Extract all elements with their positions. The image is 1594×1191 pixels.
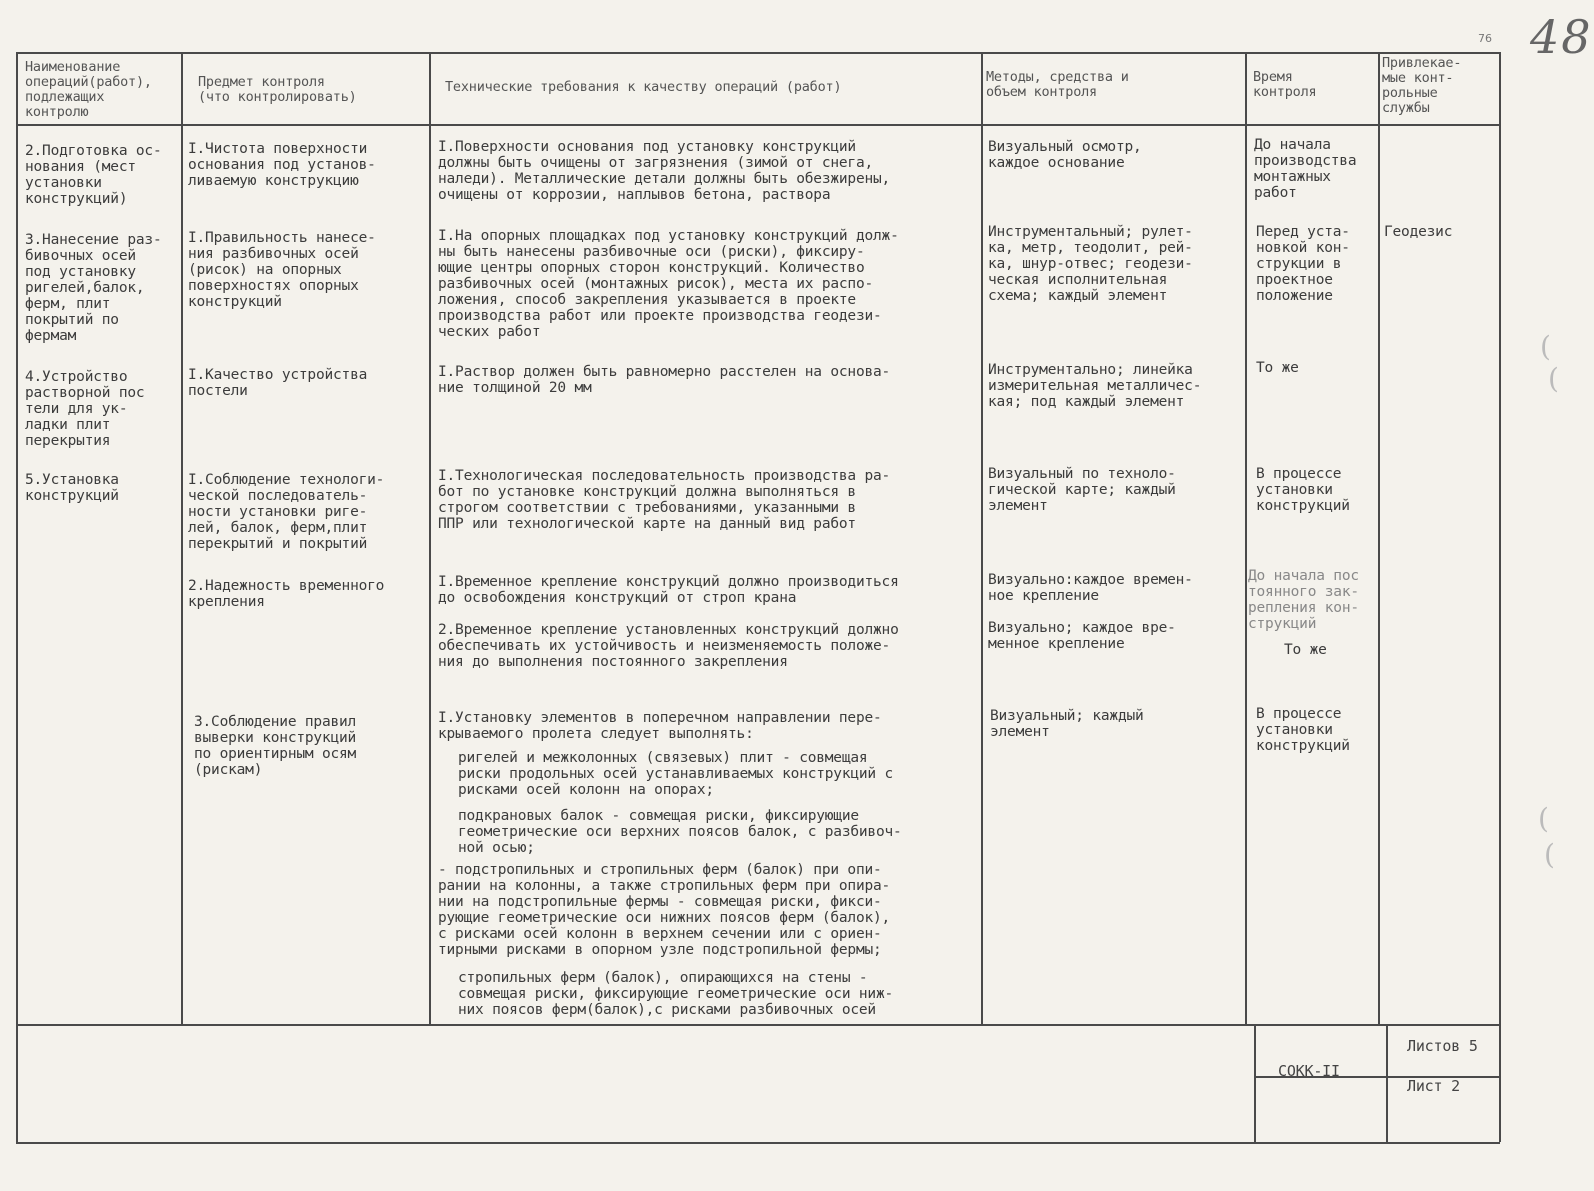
margin-mark: ( xyxy=(1540,330,1551,363)
header-operations: Наименование операций(работ), подлежащих контролю xyxy=(25,59,152,120)
row-subject: 2.Надежность временного крепления xyxy=(188,578,385,610)
page-number: 48 xyxy=(1530,10,1593,64)
row-methods: Визуальный осмотр, каждое основание xyxy=(988,139,1142,171)
stamp-code: СОКК-II xyxy=(1278,1062,1340,1080)
row-time: В процессе установки конструкций xyxy=(1256,466,1350,514)
row-methods: Инструментально; линейка измерительная металличес- кая; под каждый элемент xyxy=(988,362,1202,410)
row-subject: 3.Соблюдение правил выверки конструкций по ориентирным осям (рискам) xyxy=(194,714,357,778)
row-operation: 2.Подготовка ос- нования (мест установки конструкций) xyxy=(25,143,162,207)
row-methods: Визуальный; каждый элемент xyxy=(990,708,1144,740)
small-page-number: 76 xyxy=(1478,32,1492,45)
row-time: В процессе установки конструкций xyxy=(1256,706,1350,754)
margin-mark: ( xyxy=(1538,802,1549,835)
row-subject: I.Качество устройства постели xyxy=(188,367,368,399)
stamp-sheets-total: Листов 5 xyxy=(1407,1037,1478,1055)
row-time: Перед уста- новкой кон- струкции в проектное положение xyxy=(1256,224,1350,304)
header-time: Время контроля xyxy=(1253,69,1317,100)
row-subject: I.Чистота поверхности основания под установ- ливаемую конструкцию xyxy=(188,141,376,189)
row-requirements: I.Технологическая последовательность производства ра- бот по установке конструкций должна выполняться в строгом соответствии с требованиями, указанными в ППР или технологической карте на данный вид работ xyxy=(438,468,891,532)
row-subject: I.Соблюдение технологи- ческой последователь- ности установки риге- лей, балок, ферм,плит перекрытий и покрытий xyxy=(188,472,385,552)
row-requirements: подкрановых балок - совмещая риски, фиксирующие геометрические оси верхних поясов балок, с разбивоч- ной осью; xyxy=(458,808,902,856)
row-requirements: I.Поверхности основания под установку конструкций должны быть очищены от загрязнения (зимой от снега, наледи). Металлические детали должны быть обезжирены, очищены от коррозии, наплывов бетона, раствора xyxy=(438,139,891,203)
stamp-sheet: Лист 2 xyxy=(1407,1077,1460,1095)
row-requirements: - подстропильных и стропильных ферм (балок) при опи- рании на колонны, а также стропильных ферм при опира- нии на подстропильные фермы - совмещая риски, фикси- рующие геометрические оси нижних поясов ферм (балок), с рисками осей колонн в верхнем сечении или с ориен- тирными рисками в опорном узле подстропильной фермы; xyxy=(438,862,891,958)
row-operation: 3.Нанесение раз- бивочных осей под установку ригелей,балок, ферм, плит покрытий по фермам xyxy=(25,232,162,344)
row-requirements: I.Раствор должен быть равномерно расстелен на основа- ние толщиной 20 мм xyxy=(438,364,891,396)
row-requirements: I.На опорных площадках под установку конструкций долж- ны быть нанесены разбивочные оси (риски), фиксиру- ющие центры опорных сторон конструкций. Количество разбивочных осей (монтажных рисок), места их распо- ложения, способ закрепления указывается в проекте производства работ или проекте производства геодези- ческих работ xyxy=(438,228,899,340)
margin-mark: ( xyxy=(1544,838,1555,871)
row-requirements: I.Временное крепление конструкций должно производиться до освобождения конструкций от строп крана xyxy=(438,574,899,606)
row-requirements: ригелей и межколонных (связевых) плит - совмещая риски продольных осей устанавливаемых конструкций с рисками осей колонн на опорах; xyxy=(458,750,894,798)
row-time: До начала пос тоянного зак- репления кон- струкций xyxy=(1248,568,1359,632)
row-methods: Визуально; каждое вре- менное крепление xyxy=(988,620,1176,652)
row-operation: 4.Устройство растворной пос тели для ук- ладки плит перекрытия xyxy=(25,369,145,449)
row-time: То же xyxy=(1256,360,1299,376)
row-requirements: I.Установку элементов в поперечном направлении пере- крываемого пролета следует выполнять: xyxy=(438,710,882,742)
header-services: Привлекае- мые конт- рольные службы xyxy=(1382,55,1462,116)
row-time: До начала производства монтажных работ xyxy=(1254,137,1357,201)
row-requirements: 2.Временное крепление установленных конструкций должно обеспечивать их устойчивость и неизменяемость положе- ния до выполнения постоянного закрепления xyxy=(438,622,899,670)
row-time: То же xyxy=(1284,642,1327,658)
row-operation: 5.Установка конструкций xyxy=(25,472,119,504)
header-methods: Методы, средства и объем контроля xyxy=(986,69,1129,100)
header-subject: Предмет контроля (что контролировать) xyxy=(198,74,357,105)
row-methods: Визуально:каждое времен- ное крепление xyxy=(988,572,1193,604)
row-methods: Инструментальный; рулет- ка, метр, теодолит, рей- ка, шнур-отвес; геодези- ческая исполнительная схема; каждый элемент xyxy=(988,224,1193,304)
header-requirements: Технические требования к качеству операций (работ) xyxy=(445,79,842,95)
margin-mark: ( xyxy=(1548,362,1559,395)
row-methods: Визуальный по техноло- гической карте; каждый элемент xyxy=(988,466,1176,514)
row-requirements: стропильных ферм (балок), опирающихся на стены - совмещая риски, фиксирующие геометрические оси ниж- них поясов ферм(балок),с рисками разбивочных осей xyxy=(458,970,894,1018)
row-services: Геодезис xyxy=(1384,224,1453,240)
row-subject: I.Правильность нанесе- ния разбивочных осей (рисок) на опорных поверхностях опорных конструкций xyxy=(188,230,376,310)
